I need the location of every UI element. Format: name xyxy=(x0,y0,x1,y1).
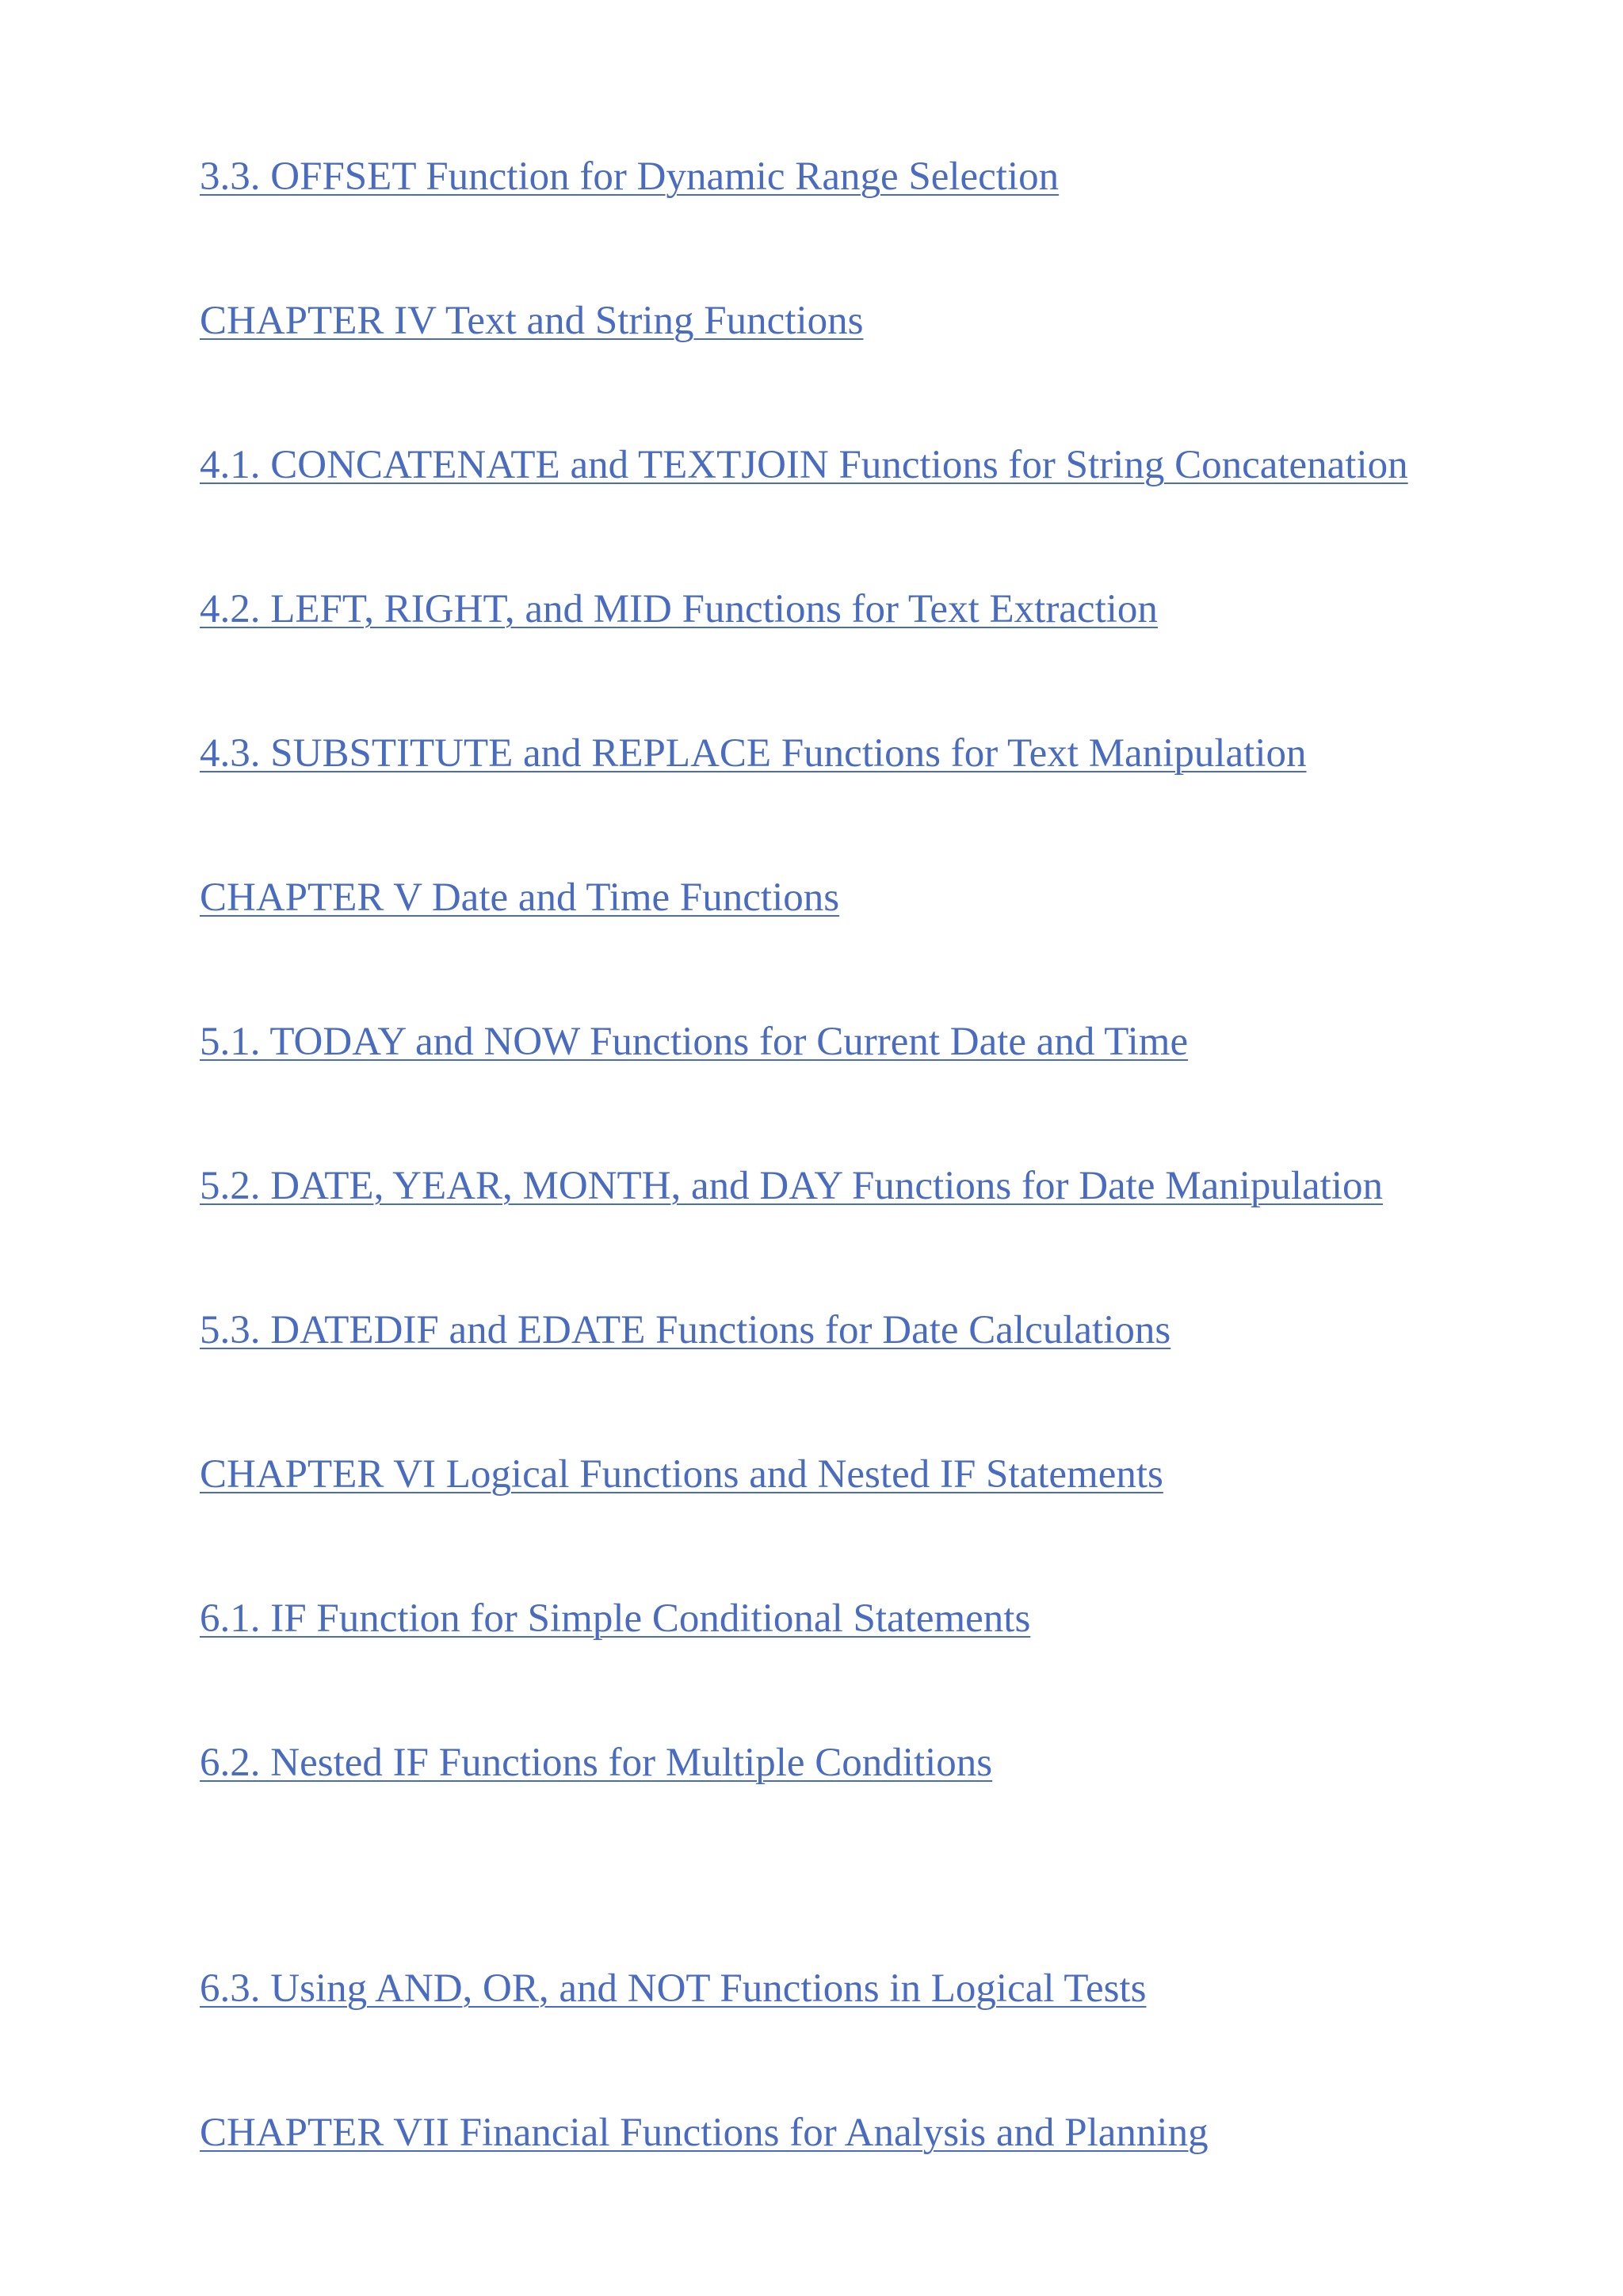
toc-entry-4-2 xyxy=(200,585,1158,633)
toc-link-chapter-v[interactable]: CHAPTER V Date and Time Functions xyxy=(200,875,840,920)
toc-entry-4-1 xyxy=(200,441,1408,489)
toc-link-today-now[interactable]: 5.1. TODAY and NOW Functions for Current Date and Time xyxy=(200,1020,1189,1064)
toc-entry-chapter-vii xyxy=(200,2109,1209,2157)
toc-link-offset-function[interactable]: 3.3. OFFSET Function for Dynamic Range Selection xyxy=(200,154,1060,199)
toc-entry-chapter-iv xyxy=(200,297,864,345)
toc-link-left-right-mid[interactable]: 4.2. LEFT, RIGHT, and MID Functions for Text Extraction xyxy=(200,587,1158,631)
toc-link-datedif-edate[interactable]: 5.3. DATEDIF and EDATE Functions for Date Calculations xyxy=(200,1308,1171,1352)
toc-link-date-year-month-day[interactable]: 5.2. DATE, YEAR, MONTH, and DAY Functions for Date Manipulation xyxy=(200,1164,1384,1208)
toc-link-chapter-vi[interactable]: CHAPTER VI Logical Functions and Nested IF Statements xyxy=(200,1452,1163,1497)
toc-entry-5-3 xyxy=(200,1306,1170,1354)
toc-entry-chapter-vi xyxy=(200,1451,1163,1498)
toc-entry-6-2 xyxy=(200,1739,992,1787)
toc-entry-6-3 xyxy=(200,1965,1146,2012)
toc-link-nested-if[interactable]: 6.2. Nested IF Functions for Multiple Conditions xyxy=(200,1741,993,1785)
toc-entry-5-2 xyxy=(200,1162,1383,1210)
toc-link-chapter-vii[interactable]: CHAPTER VII Financial Functions for Analysis and Planning xyxy=(200,2111,1209,2155)
toc-link-and-or-not[interactable]: 6.3. Using AND, OR, and NOT Functions in Logical Tests xyxy=(200,1966,1147,2011)
toc-link-concatenate-textjoin[interactable]: 4.1. CONCATENATE and TEXTJOIN Functions for String Concatenation xyxy=(200,443,1408,487)
toc-link-substitute-replace[interactable]: 4.3. SUBSTITUTE and REPLACE Functions for Text Manipulation xyxy=(200,731,1307,776)
toc-link-if-function[interactable]: 6.1. IF Function for Simple Conditional Statements xyxy=(200,1596,1031,1641)
toc-entry-4-3 xyxy=(200,730,1307,777)
toc-entry-5-1 xyxy=(200,1018,1188,1066)
toc-link-chapter-iv[interactable]: CHAPTER IV Text and String Functions xyxy=(200,299,864,343)
toc-entry-6-1 xyxy=(200,1595,1030,1642)
toc-entry-3-3 xyxy=(200,153,1059,200)
toc-entry-chapter-v xyxy=(200,874,839,921)
